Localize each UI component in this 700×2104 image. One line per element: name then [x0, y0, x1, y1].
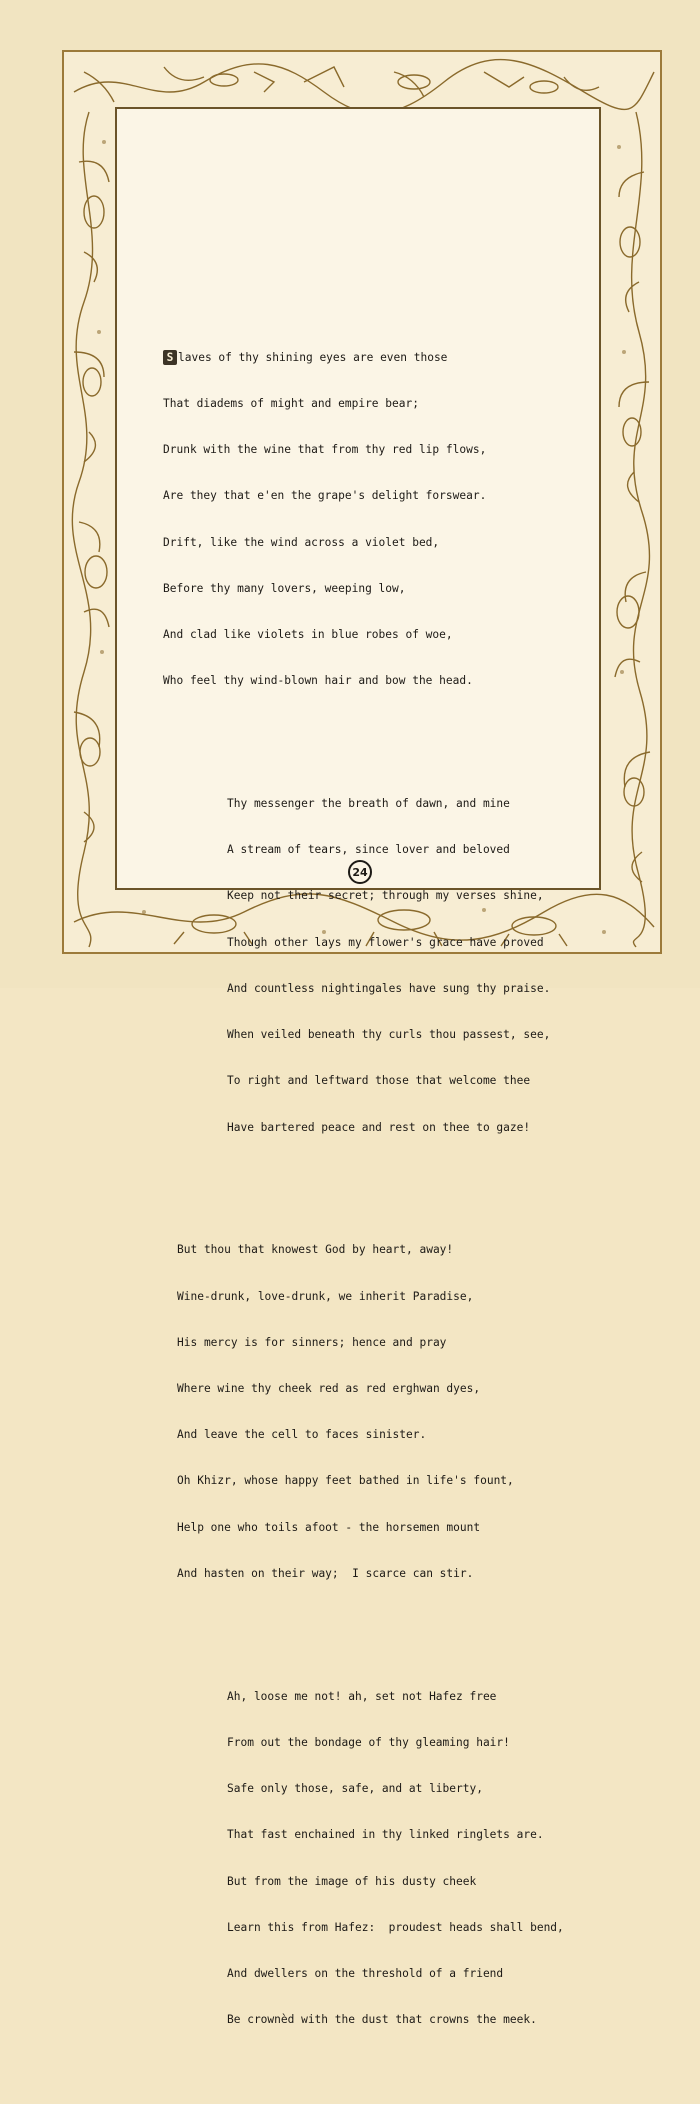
stanza-1	[163, 319, 603, 720]
poem-line: Are they that e'en the grape's delight forswear.	[163, 489, 487, 503]
poem-line: Who feel thy wind-blown hair and bow the head.	[163, 674, 473, 688]
poem-line: And hasten on their way; I scarce can stir.	[177, 1566, 474, 1580]
poem-line: Where wine thy cheek red as red erghwan dyes,	[177, 1382, 481, 1396]
poem-line: Drunk with the wine that from thy red lip flows,	[163, 443, 487, 457]
stanza-3	[177, 1212, 603, 1613]
poem-line: And leave the cell to faces sinister.	[177, 1428, 427, 1442]
poem-line: Though other lays my flower's grace have proved	[227, 935, 544, 949]
poem-line: Safe only those, safe, and at liberty,	[227, 1782, 483, 1796]
poem-line: Wine-drunk, love-drunk, we inherit Paradise,	[177, 1289, 474, 1303]
poem-line: And clad like violets in blue robes of woe,	[163, 627, 453, 641]
poem-line: Be crownèd with the dust that crowns the meek.	[227, 2013, 537, 2027]
poem-line: Help one who toils afoot - the horsemen mount	[177, 1520, 481, 1534]
poem-line: That diadems of might and empire bear;	[163, 396, 419, 410]
poem-line: When veiled beneath thy curls thou passest, see,	[227, 1028, 551, 1042]
poem-line: But thou that knowest God by heart, away!	[177, 1243, 454, 1257]
poem-line: Have bartered peace and rest on thee to gaze!	[227, 1120, 531, 1134]
poem-line: Learn this from Hafez: proudest heads shall bend,	[227, 1920, 564, 1934]
poem	[163, 288, 603, 2104]
stanza-2	[227, 765, 603, 1166]
stanza-4	[227, 1658, 603, 2059]
poem-line: Oh Khizr, whose happy feet bathed in life's fount,	[177, 1474, 514, 1488]
poem-line: Ah, loose me not! ah, set not Hafez free	[227, 1689, 497, 1703]
poem-line: From out the bondage of thy gleaming hair!	[227, 1735, 510, 1749]
poem-line: And dwellers on the threshold of a friend	[227, 1967, 504, 1981]
poem-line: His mercy is for sinners; hence and pray	[177, 1335, 447, 1349]
poem-line	[163, 350, 603, 365]
page-number: 24	[348, 860, 372, 884]
dropcap: S	[163, 350, 177, 365]
poem-line-text: laves of thy shining eyes are even those	[178, 350, 448, 364]
poem-line: Before thy many lovers, weeping low,	[163, 581, 406, 595]
poem-line: That fast enchained in thy linked ringlets are.	[227, 1828, 544, 1842]
poem-line: To right and leftward those that welcome thee	[227, 1074, 531, 1088]
poem-line: Keep not their secret; through my verses shine,	[227, 889, 544, 903]
poem-line: A stream of tears, since lover and beloved	[227, 843, 510, 857]
poem-line: But from the image of his dusty cheek	[227, 1874, 477, 1888]
poem-line: Drift, like the wind across a violet bed,	[163, 535, 440, 549]
poem-line: Thy messenger the breath of dawn, and mine	[227, 797, 510, 810]
poem-line: And countless nightingales have sung thy praise.	[227, 981, 551, 995]
